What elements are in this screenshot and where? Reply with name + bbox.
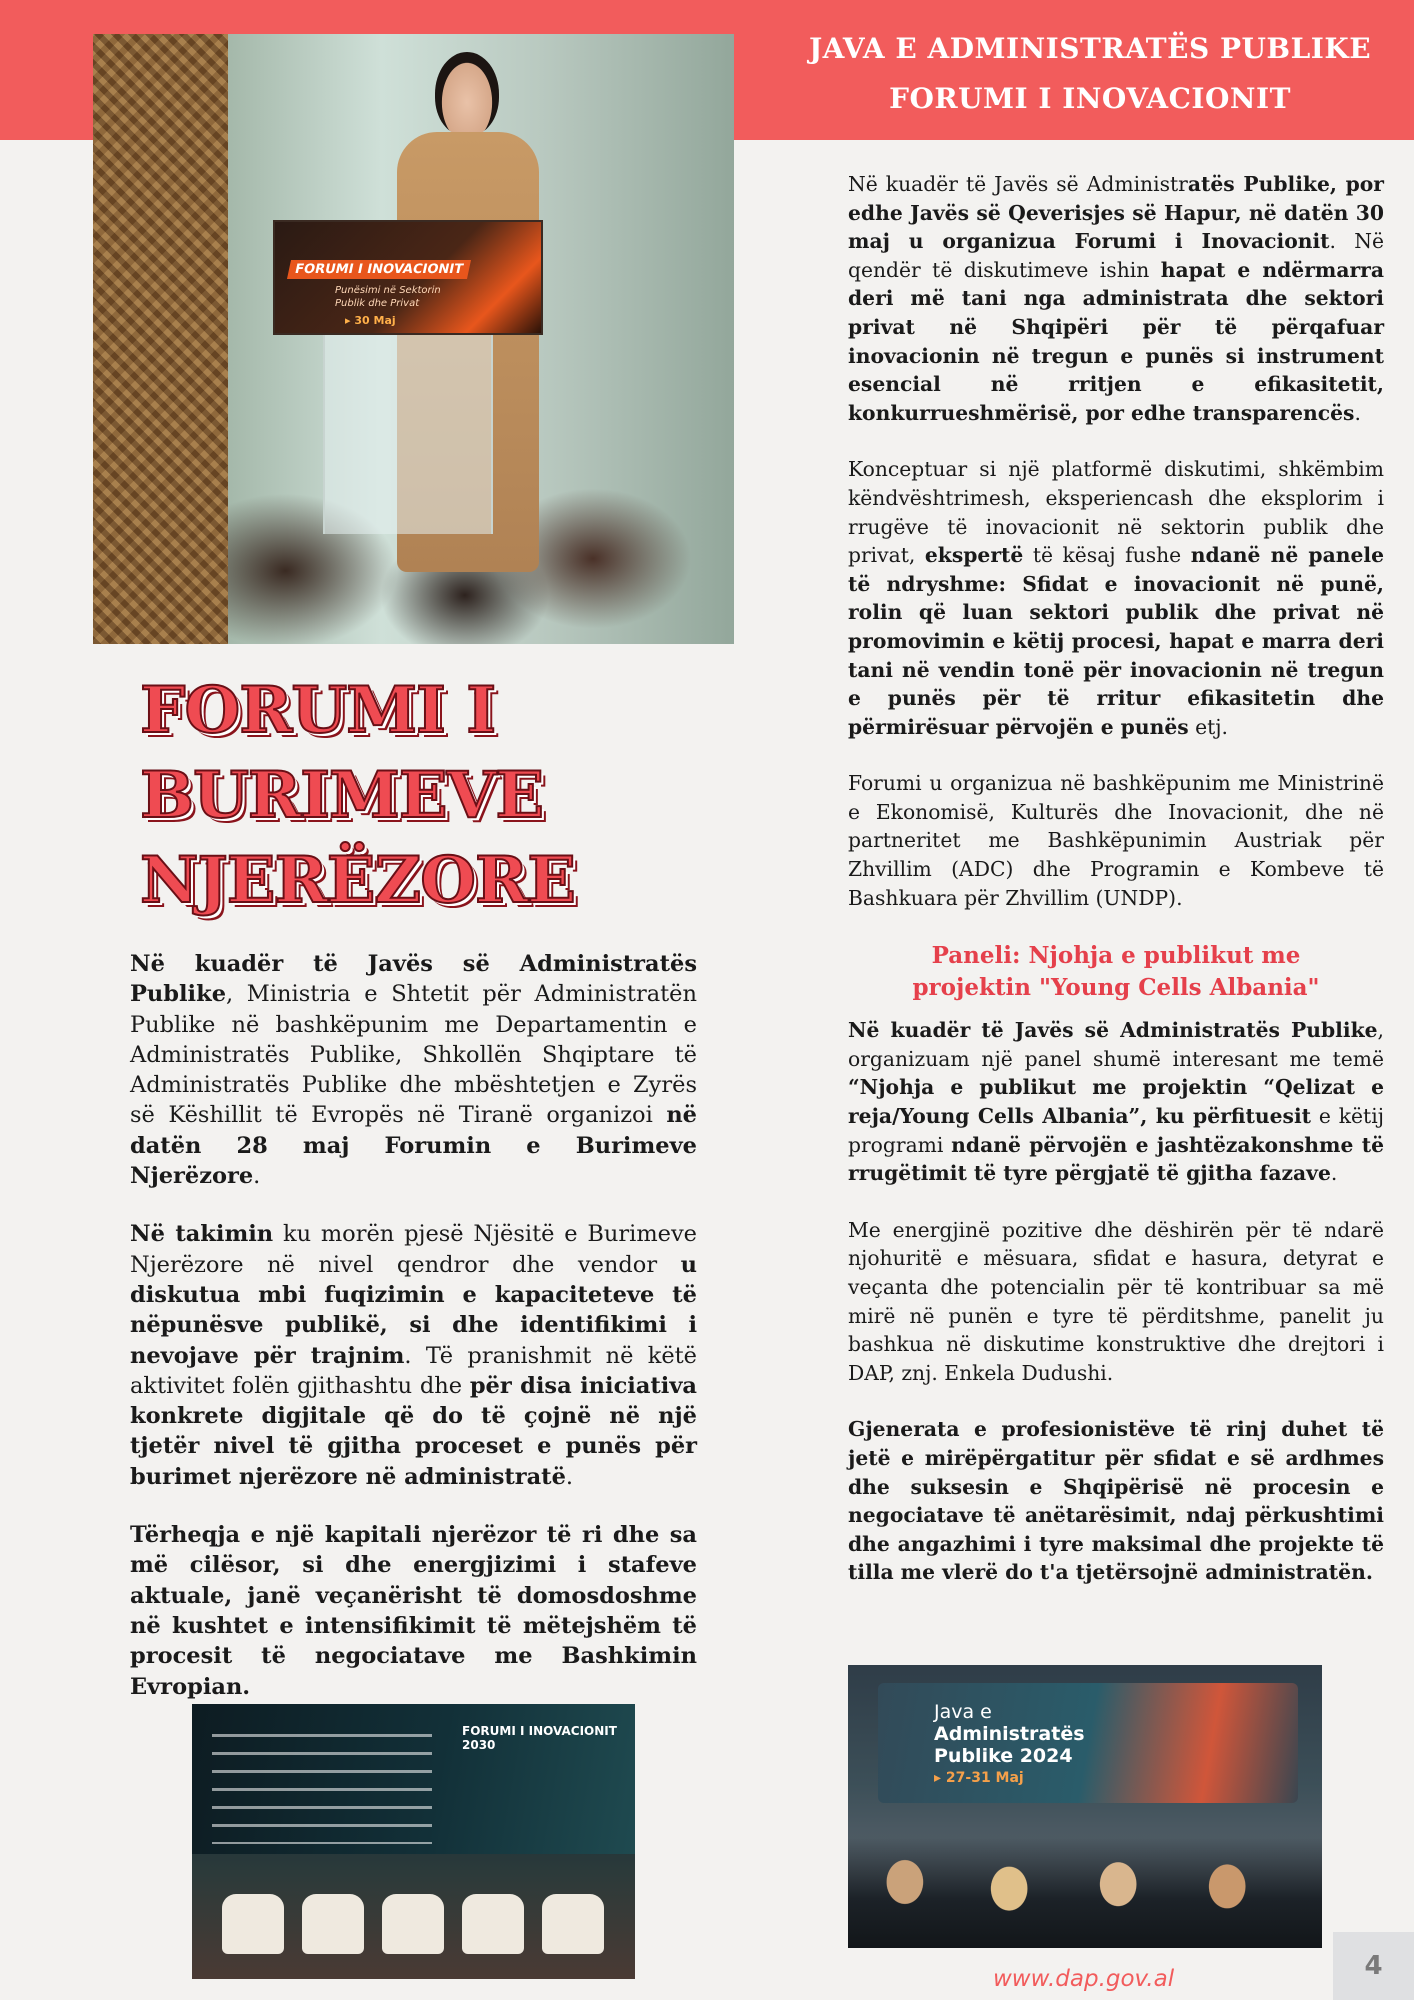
podium-date-text: 30 Maj [354, 314, 396, 327]
banner-text [934, 1701, 1085, 1789]
header-title-line1: JAVA E ADMINISTRATËS PUBLIKE [808, 32, 1372, 65]
banner-line2: Administratës [934, 1723, 1085, 1745]
podium-title: FORUMI I INOVACIONIT [287, 260, 471, 279]
stage-sofa [222, 1894, 284, 1954]
podium-subtitle-line2: Publik dhe Privat [335, 298, 420, 309]
podium-subtitle-line1: Punësimi në Sektorin [335, 285, 441, 296]
headline-line1: FORUMI I [140, 673, 496, 748]
right-paragraph-6: Gjenerata e profesionistëve të rinj duhet të jetë e mirëpërgatitur për sfidat e së ardhmes dhe suksesin e Shqipërisë në procesin e negociatave të anëtarësimit, ndaj përkushtimi dhe angazhimi i tyre maksimal dhe projekte të tilla me vlerë do t'a tjetërsojnë administratën. [848, 1417, 1384, 1585]
left-paragraph-1: Në kuadër të Javës së Administratës Publike, Ministria e Shtetit për Administratën Publike në bashkëpunim me Departamentin e Administratës Publike, Shkollën Shqiptare të Administratës Publike dhe mbështetjen e Zyrës së Këshillit të Evropës në Tiranë organizoi në datën 28 maj Forumin e Burimeve Njerëzore. [130, 951, 697, 1190]
stage-screen [192, 1704, 635, 1854]
right-paragraph-1: Në kuadër të Javës së Administratës Publike, por edhe Javës së Qeverisjes së Hapur, në datën 30 maj u organizua Forumi i Inovacionit. Në qendër të diskutimeve ishin hapat e ndërmarra deri më tani nga administrata dhe sektori privat në Shqipëri për të përqafuar inovacionin në tregun e punës si instrument esencial në rritjen e efikasitetit, konkurrueshmërisë, por edhe transparencës. [848, 172, 1385, 425]
right-paragraph-5: Me energjinë pozitive dhe dëshirën për të ndarë njohuritë e mësuara, sfidat e hasura, detyrat e veçanta dhe potencialin për të kontribuar sa më mirë në punën e tyre të përditshme, panelit ju bashkua në diskutime konstruktive dhe drejtori i DAP, znj. Enkela Dudushi. [848, 1217, 1384, 1385]
speaker-head [435, 52, 499, 136]
podium-subtitle [335, 284, 441, 310]
stage-sofa [302, 1894, 364, 1954]
podium-date: ▸ 30 Maj [345, 314, 396, 327]
banner-dates: ▸ 27-31 Maj [934, 1770, 1024, 1786]
panel-heading-line2: projektin "Young Cells Albania" [912, 974, 1320, 1002]
right-paragraph-4: Në kuadër të Javës së Administratës Publike, organizuam një panel shumë interesant me temë “Njohja e publikut me projektin “Qelizat e reja/Young Cells Albania”, ku përfituesit e këtij programi ndanë përvojën e jashtëzakonshme të rrugëtimit të tyre përgjatë të gjitha fazave. [848, 1018, 1384, 1186]
stage-sofa [542, 1894, 604, 1954]
headline-line2: BURIMEVE [140, 758, 544, 833]
page-number: 4 [1333, 1932, 1414, 2000]
left-paragraph-3: Tërheqja e një kapitali njerëzor të ri dhe sa më cilësor, si dhe energjizimi i stafeve aktuale, janë veçanërisht të domosdoshme në kushtet e intensifikimit të mëtejshëm të procesit të negociatave me Bashkimin Evropian. [130, 1522, 697, 1700]
stage-sofa [382, 1894, 444, 1954]
young-cells-panel-photo [848, 1665, 1322, 1948]
left-article-column [130, 949, 697, 1730]
panel-heading [848, 940, 1384, 1004]
audience [848, 1838, 1322, 1948]
left-paragraph-2: Në takimin ku morën pjesë Njësitë e Burimeve Njerëzore në nivel qendror dhe vendor u diskutua mbi fuqizimin e kapaciteteve të nëpunësve publikë, si dhe identifikimi i nevojave për trajnim. Të pranishmit në këtë aktivitet folën gjithashtu dhe për disa iniciativa konkrete digjitale që do të çojnë në një tjetër nivel të gjitha proceset e punës për burimet njerëzore në administratë. [130, 1221, 697, 1490]
right-paragraph-2: Konceptuar si një platformë diskutimi, shkëmbim këndvështrimesh, eksperiencash dhe eksplorim i rrugëve të inovacionit në sektorin publik dhe privat, ekspertë të kësaj fushe ndanë në panele të ndryshme: Sfidat e inovacionit në punë, rolin që luan sektori publik dhe privat në promovimin e këtij procesi, hapat e marra deri tani në vendin tonë për inovacionin në tregun e punës për të rritur efikasitetin dhe përmirësuar përvojën e punës etj. [848, 457, 1384, 739]
stage-sofa [462, 1894, 524, 1954]
screen-title: FORUMI I INOVACIONIT 2030 [462, 1724, 617, 1752]
header-title [760, 24, 1414, 124]
right-article-column [848, 170, 1384, 1615]
podium-sign [273, 220, 543, 335]
screen-speaker-list [212, 1734, 432, 1844]
panel-heading-line1: Paneli: Njohja e publikut me [931, 942, 1301, 970]
header-title-line2: FORUMI I INOVACIONIT [889, 82, 1291, 115]
headline-line3: NJERËZORE [140, 843, 575, 918]
forum-panel-stage-photo [192, 1704, 635, 1979]
forum-speaker-photo [93, 34, 734, 644]
event-banner [878, 1683, 1298, 1803]
podium-stand [323, 334, 493, 534]
article-headline [140, 668, 660, 923]
right-paragraph-3: Forumi u organizua në bashkëpunim me Ministrinë e Ekonomisë, Kulturës dhe Inovacionit, dhe në partneritet me Bashkëpunimin Austriak për Zhvillim (ADC) dhe Programin e Kombeve të Bashkuara për Zhvillim (UNDP). [848, 771, 1384, 910]
mosaic-wall [93, 34, 228, 644]
banner-line1: Java e [934, 1701, 992, 1723]
banner-dates-text: 27-31 Maj [945, 1770, 1024, 1786]
website-link[interactable]: www.dap.gov.al [993, 1966, 1175, 1992]
banner-line3: Publike 2024 [934, 1745, 1073, 1767]
